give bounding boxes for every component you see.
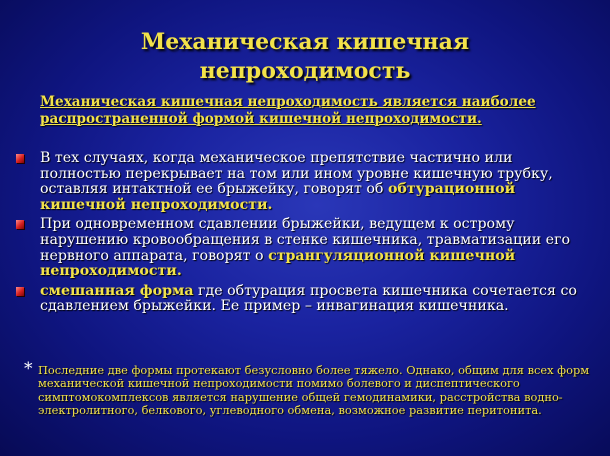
square-bullet-icon xyxy=(16,287,24,296)
footnote-text: Последние две формы протекают безусловно более тяжело. Однако, общим для всех форм механической кишечной непроходимости помимо болевого и диспептического симптомокомплексов является нарушение общей гемодинамики, расстройства водно-электролитного, белкового, углеводного обмена, возможное развитие перитонита. xyxy=(38,363,590,418)
bullet-item-mixed xyxy=(14,284,594,315)
slide-title xyxy=(0,28,610,86)
bullet-text: где обтурация просвета кишечника сочетается со сдавлением брыжейки. Ее пример – инвагинация кишечника. xyxy=(40,282,577,315)
bullet-text: В тех случаях, когда механическое препятствие частично или полностью перекрывает на том или ином уровне кишечную трубку, оставляя интактной ее брыжейку, говорят об xyxy=(40,150,553,198)
title-line-2: непроходимость xyxy=(199,58,411,84)
footnote xyxy=(24,359,594,418)
bullet-highlight: обтурационной кишечной непроходимости. xyxy=(40,181,516,213)
intro-paragraph: Механическая кишечная непроходимость является наиболее распространенной формой кишечной непроходимости. xyxy=(40,94,536,127)
bullet-highlight: смешанная форма xyxy=(40,282,194,299)
bullet-highlight: странгуляционной кишечной непроходимости. xyxy=(40,247,516,280)
bullet-text: При одновременном сдавлении брыжейки, ведущем к острому нарушению кровообращения в стенке кишечника, травматизации его нервного аппарата, говорят о xyxy=(40,216,571,264)
footnote-marker: * xyxy=(24,359,33,379)
bullet-item-obturation xyxy=(14,151,594,213)
square-bullet-icon xyxy=(16,154,24,163)
bullet-item-strangulation xyxy=(14,217,594,279)
bullet-list xyxy=(14,151,594,319)
title-line-1: Механическая кишечная xyxy=(140,29,470,55)
square-bullet-icon xyxy=(16,220,24,229)
